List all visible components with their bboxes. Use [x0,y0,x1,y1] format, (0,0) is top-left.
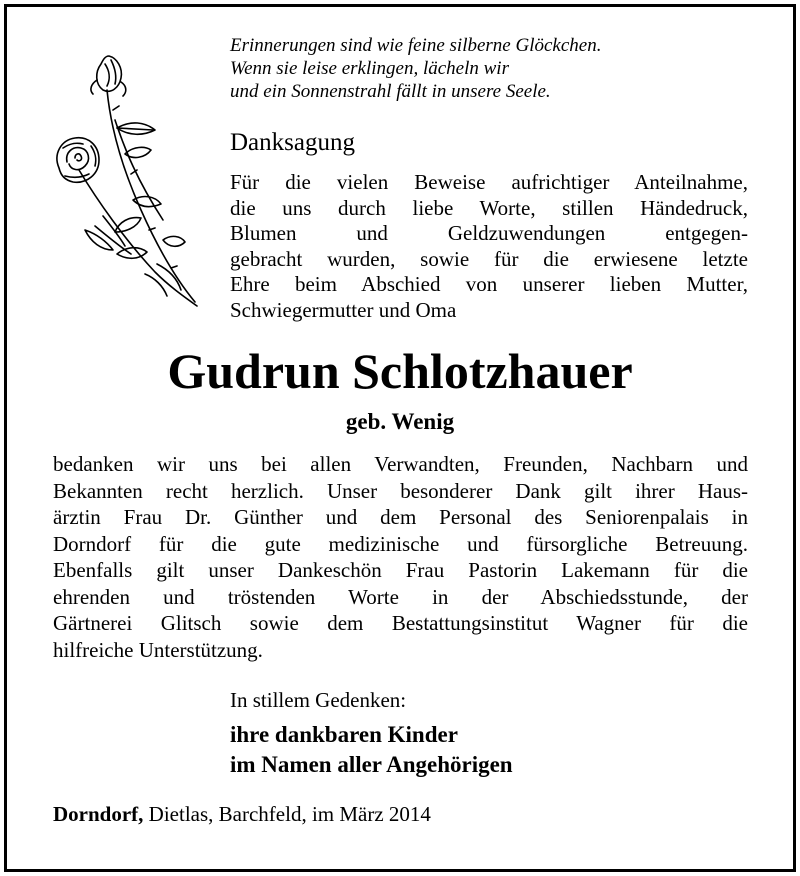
thanks-line: Dorndorf für die gute medizinische und fürsorgliche Betreuung. [53,531,748,556]
closing-phrase: In stillem Gedenken: [230,688,407,712]
thanks-paragraph [53,451,748,663]
acknowledgement-line: Schwiegermutter und Oma [230,297,457,322]
acknowledgement-line: Blumen und Geldzuwendungen entgegen- [230,221,748,245]
place-and-date [53,801,431,827]
thanks-line: bedanken wir uns bei allen Verwandten, Freunden, Nachbarn und [53,452,748,476]
rose-illustration-icon [45,50,215,310]
acknowledgement-text [230,170,748,323]
thanks-line: hilfreiche Unterstützung. [53,637,263,662]
place-town: Dorndorf, [53,802,144,826]
poem [230,34,601,103]
thanks-line: ehrenden und tröstenden Worte in der Abschiedsstunde, der [53,584,748,609]
signer-line: ihre dankbaren Kinder [230,722,458,747]
acknowledgement-line: Ehre beim Abschied von unserer lieben Mutter, [230,272,748,296]
place-rest: Dietlas, Barchfeld, im März 2014 [143,802,431,826]
poem-line: Erinnerungen sind wie feine silberne Glöckchen. [230,35,602,56]
acknowledgement-line: Für die vielen Beweise aufrichtiger Anteilnahme, [230,170,748,194]
poem-line: und ein Sonnenstrahl fällt in unsere Seele. [230,81,551,102]
acknowledgement-line: gebracht wurden, sowie für die erwiesene letzte [230,246,748,271]
signer-line: im Namen aller Angehörigen [230,752,513,777]
thanks-line: ärztin Frau Dr. Günther und dem Personal des Seniorenpalais in [53,505,748,529]
thanks-line: Gärtnerei Glitsch sowie dem Bestattungsinstitut Wagner für die [53,611,748,635]
signers [230,720,513,780]
thanks-line: Ebenfalls gilt unser Dankeschön Frau Pastorin Lakemann für die [53,558,748,582]
deceased-name: Gudrun Schlotzhauer [167,343,633,399]
acknowledgement-line: die uns durch liebe Worte, stillen Händedruck, [230,195,748,220]
poem-line: Wenn sie leise erklingen, lächeln wir [230,58,509,79]
maiden-name: geb. Wenig [345,409,455,434]
thanks-line: Bekannten recht herzlich. Unser besonderer Dank gilt ihrer Haus- [53,478,748,503]
acknowledgement-heading: Danksagung [230,129,355,156]
